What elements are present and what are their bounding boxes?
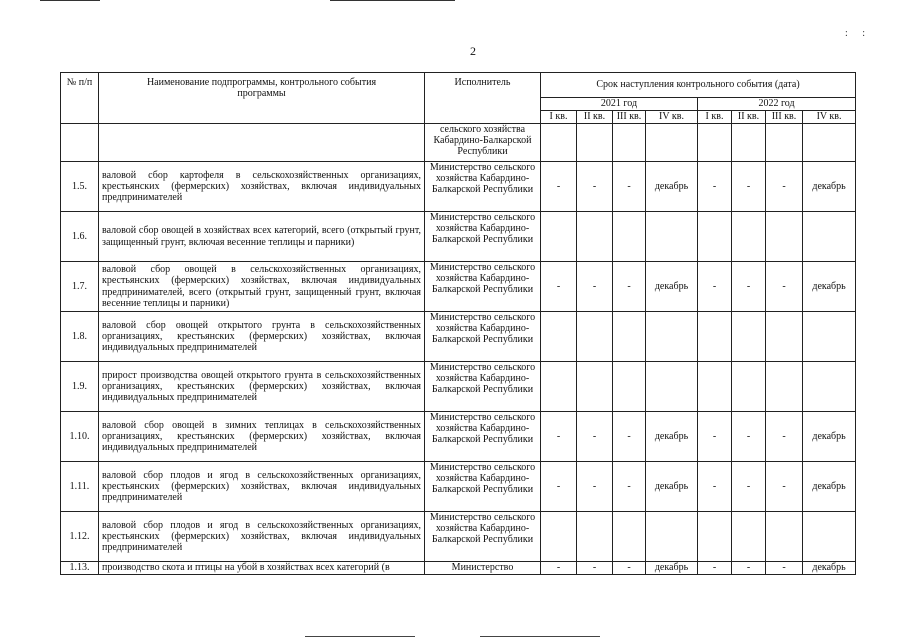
row-q1-2022: -	[698, 562, 732, 575]
row-q3-2022: -	[766, 412, 803, 462]
row-q2-2021	[577, 512, 613, 562]
header-quarter: II кв.	[732, 111, 766, 124]
row-q2-2021	[577, 124, 613, 162]
row-q3-2021	[613, 124, 646, 162]
row-executor: Министерство сельского хозяйства Кабардино-Балкарской Республики	[425, 212, 541, 262]
row-q4-2021: декабрь	[646, 162, 698, 212]
row-num: 1.7.	[61, 262, 99, 312]
row-q3-2022: -	[766, 162, 803, 212]
row-q4-2022	[803, 312, 856, 362]
row-q2-2021: -	[577, 262, 613, 312]
row-q4-2022: декабрь	[803, 462, 856, 512]
row-q4-2022: декабрь	[803, 162, 856, 212]
row-q4-2021	[646, 512, 698, 562]
row-q1-2022: -	[698, 412, 732, 462]
row-q4-2022	[803, 512, 856, 562]
row-q3-2021: -	[613, 562, 646, 575]
header-quarter: III кв.	[766, 111, 803, 124]
row-q1-2021	[541, 362, 577, 412]
scan-top-line	[40, 0, 100, 1]
table-row	[61, 462, 856, 512]
row-q2-2022	[732, 212, 766, 262]
row-q2-2022: -	[732, 412, 766, 462]
table-row	[61, 312, 856, 362]
row-q4-2021	[646, 312, 698, 362]
row-q1-2021: -	[541, 562, 577, 575]
row-q4-2022: декабрь	[803, 262, 856, 312]
row-q1-2022: -	[698, 262, 732, 312]
header-quarter: IV кв.	[803, 111, 856, 124]
row-q1-2022	[698, 312, 732, 362]
row-name: валовой сбор овощей в хозяйствах всех категорий, всего (открытый грунт, защищенный грунт, включая весенние теплицы и парники)	[99, 212, 425, 262]
row-executor: сельского хозяйства Кабардино-Балкарской Республики	[425, 124, 541, 162]
row-q3-2021: -	[613, 462, 646, 512]
row-name: валовой сбор овощей открытого грунта в сельскохозяйственных организациях, крестьянских (фермерских) хозяйствах, включая индивидуальных предпринимателей	[99, 312, 425, 362]
row-q1-2021: -	[541, 162, 577, 212]
row-name: прирост производства овощей открытого грунта в сельскохозяйственных организациях, крестьянских (фермерских) хозяйствах, включая индивидуальных предпринимателей	[99, 362, 425, 412]
row-q3-2021: -	[613, 412, 646, 462]
row-num: 1.9.	[61, 362, 99, 412]
row-executor: Министерство сельского хозяйства Кабардино-Балкарской Республики	[425, 512, 541, 562]
row-num: 1.11.	[61, 462, 99, 512]
row-q3-2021	[613, 312, 646, 362]
header-quarter: IV кв.	[646, 111, 698, 124]
table-row	[61, 212, 856, 262]
row-num: 1.6.	[61, 212, 99, 262]
row-name: валовой сбор плодов и ягод в сельскохозяйственных организациях, крестьянских (фермерских) хозяйствах, включая индивидуальных предпринимателей	[99, 462, 425, 512]
row-q2-2022: -	[732, 162, 766, 212]
row-q4-2021	[646, 362, 698, 412]
row-name: валовой сбор картофеля в сельскохозяйственных организациях, крестьянских (фермерских) хозяйствах, включая индивидуальных предпринимателей	[99, 162, 425, 212]
control-events-table	[60, 72, 856, 575]
table-row	[61, 412, 856, 462]
row-q4-2021	[646, 212, 698, 262]
row-q1-2021: -	[541, 412, 577, 462]
row-q3-2022: -	[766, 562, 803, 575]
row-q2-2022: -	[732, 462, 766, 512]
row-q4-2021	[646, 124, 698, 162]
row-q2-2021: -	[577, 412, 613, 462]
table-row	[61, 562, 856, 575]
row-q4-2021: декабрь	[646, 262, 698, 312]
row-q3-2021	[613, 362, 646, 412]
table-row	[61, 262, 856, 312]
row-q3-2022	[766, 362, 803, 412]
row-num	[61, 124, 99, 162]
table-row	[61, 512, 856, 562]
row-q1-2021: -	[541, 262, 577, 312]
header-executor: Исполнитель	[425, 73, 541, 124]
row-num: 1.12.	[61, 512, 99, 562]
row-q2-2022: -	[732, 562, 766, 575]
row-q4-2021: декабрь	[646, 562, 698, 575]
row-q3-2022: -	[766, 462, 803, 512]
row-executor: Министерство сельского хозяйства Кабардино-Балкарской Республики	[425, 362, 541, 412]
header-quarter: I кв.	[698, 111, 732, 124]
row-q1-2022	[698, 124, 732, 162]
row-q2-2022	[732, 512, 766, 562]
table-row	[61, 124, 856, 162]
row-name	[99, 124, 425, 162]
header-name: Наименование подпрограммы, контрольного события программы	[99, 73, 425, 124]
row-q2-2021	[577, 312, 613, 362]
row-q1-2022	[698, 362, 732, 412]
row-q2-2021: -	[577, 162, 613, 212]
row-num: 1.8.	[61, 312, 99, 362]
row-executor: Министерство сельского хозяйства Кабардино-Балкарской Республики	[425, 262, 541, 312]
table-row	[61, 362, 856, 412]
row-q4-2022: декабрь	[803, 562, 856, 575]
row-num: 1.13.	[61, 562, 99, 575]
row-q4-2021: декабрь	[646, 462, 698, 512]
row-q3-2022	[766, 512, 803, 562]
row-q1-2021	[541, 312, 577, 362]
scan-bottom-line	[480, 636, 600, 637]
row-q4-2022	[803, 124, 856, 162]
header-year-2021: 2021 год	[541, 98, 698, 111]
row-q3-2021	[613, 212, 646, 262]
row-q3-2021	[613, 512, 646, 562]
header-quarter: I кв.	[541, 111, 577, 124]
row-executor: Министерство сельского хозяйства Кабардино-Балкарской Республики	[425, 162, 541, 212]
row-name: валовой сбор овощей в сельскохозяйственных организациях, крестьянских (фермерских) хозяйствах, включая индивидуальных предпринимателей, всего (открытый грунт, защищенный грунт, включая весенние теплицы и парники)	[99, 262, 425, 312]
row-q1-2021	[541, 512, 577, 562]
row-executor: Министерство	[425, 562, 541, 575]
row-q2-2021: -	[577, 462, 613, 512]
row-q3-2022	[766, 124, 803, 162]
row-q1-2022	[698, 512, 732, 562]
row-q1-2021	[541, 212, 577, 262]
row-q2-2022: -	[732, 262, 766, 312]
row-q2-2022	[732, 124, 766, 162]
row-q2-2021	[577, 362, 613, 412]
row-name: валовой сбор плодов и ягод в сельскохозяйственных организациях, крестьянских (фермерских) хозяйствах, включая индивидуальных предпринимателей	[99, 512, 425, 562]
row-name: производство скота и птицы на убой в хозяйствах всех категорий (в	[99, 562, 425, 575]
row-num: 1.10.	[61, 412, 99, 462]
header-quarter: II кв.	[577, 111, 613, 124]
header-num: № п/п	[61, 73, 99, 124]
row-name: валовой сбор овощей в зимних теплицах в сельскохозяйственных организациях, крестьянских (фермерских) хозяйствах, включая индивидуальных предпринимателей	[99, 412, 425, 462]
row-q2-2022	[732, 362, 766, 412]
row-executor: Министерство сельского хозяйства Кабардино-Балкарской Республики	[425, 312, 541, 362]
row-q4-2021: декабрь	[646, 412, 698, 462]
row-q4-2022	[803, 362, 856, 412]
row-q4-2022: декабрь	[803, 412, 856, 462]
row-q3-2021: -	[613, 262, 646, 312]
header-year-2022: 2022 год	[698, 98, 856, 111]
row-q2-2022	[732, 312, 766, 362]
row-executor: Министерство сельского хозяйства Кабардино-Балкарской Республики	[425, 462, 541, 512]
row-q1-2022	[698, 212, 732, 262]
row-q3-2021: -	[613, 162, 646, 212]
corner-marks: : :	[845, 28, 872, 39]
row-q3-2022: -	[766, 262, 803, 312]
row-num: 1.5.	[61, 162, 99, 212]
header-quarter: III кв.	[613, 111, 646, 124]
scan-top-line	[330, 0, 455, 1]
row-q2-2021	[577, 212, 613, 262]
scan-bottom-line	[305, 636, 415, 637]
row-q1-2022: -	[698, 162, 732, 212]
table-row	[61, 162, 856, 212]
page-number: 2	[470, 44, 476, 58]
row-executor: Министерство сельского хозяйства Кабардино-Балкарской Республики	[425, 412, 541, 462]
row-q3-2022	[766, 312, 803, 362]
row-q1-2021: -	[541, 462, 577, 512]
row-q1-2021	[541, 124, 577, 162]
header-deadline: Срок наступления контрольного события (дата)	[541, 73, 856, 98]
row-q3-2022	[766, 212, 803, 262]
row-q2-2021: -	[577, 562, 613, 575]
row-q4-2022	[803, 212, 856, 262]
row-q1-2022: -	[698, 462, 732, 512]
